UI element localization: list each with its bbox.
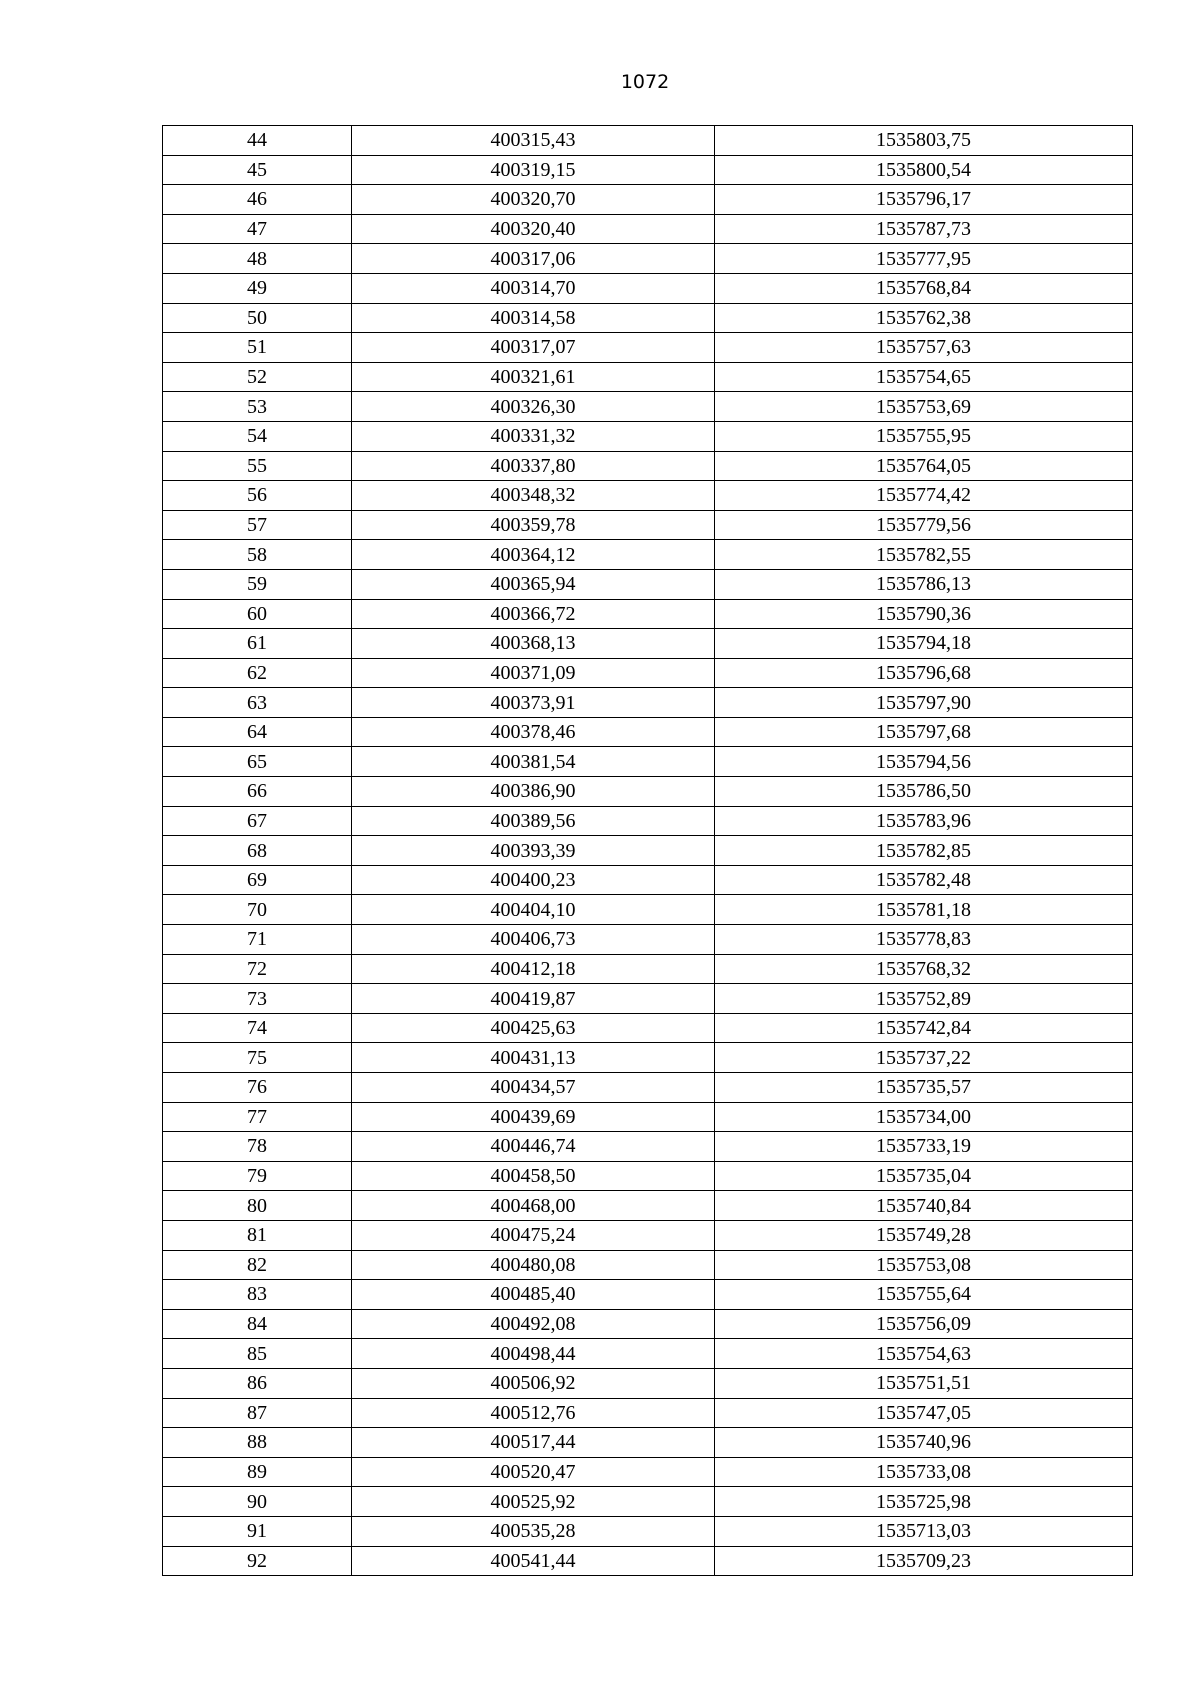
x-coordinate-cell: 400331,32 (352, 421, 715, 451)
point-number-cell: 55 (163, 451, 352, 481)
point-number-cell: 49 (163, 273, 352, 303)
x-coordinate-cell: 400485,40 (352, 1280, 715, 1310)
y-coordinate-cell: 1535740,96 (715, 1428, 1133, 1458)
y-coordinate-cell: 1535733,19 (715, 1132, 1133, 1162)
x-coordinate-cell: 400317,07 (352, 333, 715, 363)
table-row (163, 865, 1133, 895)
point-number-cell: 85 (163, 1339, 352, 1369)
coordinates-table-body (163, 126, 1133, 1576)
point-number-cell: 51 (163, 333, 352, 363)
y-coordinate-cell: 1535764,05 (715, 451, 1133, 481)
table-row (163, 1516, 1133, 1546)
x-coordinate-cell: 400365,94 (352, 569, 715, 599)
point-number-cell: 83 (163, 1280, 352, 1310)
x-coordinate-cell: 400389,56 (352, 806, 715, 836)
point-number-cell: 67 (163, 806, 352, 836)
y-coordinate-cell: 1535794,56 (715, 747, 1133, 777)
table-row (163, 1102, 1133, 1132)
y-coordinate-cell: 1535768,32 (715, 954, 1133, 984)
y-coordinate-cell: 1535725,98 (715, 1487, 1133, 1517)
x-coordinate-cell: 400337,80 (352, 451, 715, 481)
point-number-cell: 84 (163, 1309, 352, 1339)
y-coordinate-cell: 1535709,23 (715, 1546, 1133, 1576)
x-coordinate-cell: 400400,23 (352, 865, 715, 895)
table-row (163, 421, 1133, 451)
table-row (163, 1457, 1133, 1487)
y-coordinate-cell: 1535740,84 (715, 1191, 1133, 1221)
y-coordinate-cell: 1535786,50 (715, 777, 1133, 807)
point-number-cell: 47 (163, 214, 352, 244)
y-coordinate-cell: 1535713,03 (715, 1516, 1133, 1546)
y-coordinate-cell: 1535735,57 (715, 1073, 1133, 1103)
point-number-cell: 86 (163, 1368, 352, 1398)
x-coordinate-cell: 400359,78 (352, 510, 715, 540)
table-row (163, 333, 1133, 363)
table-row (163, 1368, 1133, 1398)
point-number-cell: 91 (163, 1516, 352, 1546)
point-number-cell: 88 (163, 1428, 352, 1458)
page-number: 1072 (620, 71, 670, 93)
y-coordinate-cell: 1535779,56 (715, 510, 1133, 540)
table-row (163, 688, 1133, 718)
x-coordinate-cell: 400512,76 (352, 1398, 715, 1428)
x-coordinate-cell: 400446,74 (352, 1132, 715, 1162)
table-row (163, 954, 1133, 984)
table-row (163, 244, 1133, 274)
table-row (163, 1309, 1133, 1339)
x-coordinate-cell: 400492,08 (352, 1309, 715, 1339)
point-number-cell: 87 (163, 1398, 352, 1428)
point-number-cell: 64 (163, 717, 352, 747)
y-coordinate-cell: 1535755,64 (715, 1280, 1133, 1310)
x-coordinate-cell: 400393,39 (352, 836, 715, 866)
x-coordinate-cell: 400381,54 (352, 747, 715, 777)
point-number-cell: 58 (163, 540, 352, 570)
table-row (163, 1013, 1133, 1043)
x-coordinate-cell: 400520,47 (352, 1457, 715, 1487)
y-coordinate-cell: 1535768,84 (715, 273, 1133, 303)
point-number-cell: 45 (163, 155, 352, 185)
x-coordinate-cell: 400412,18 (352, 954, 715, 984)
coordinates-table (162, 125, 1133, 1576)
point-number-cell: 46 (163, 185, 352, 215)
point-number-cell: 65 (163, 747, 352, 777)
table-row (163, 1250, 1133, 1280)
point-number-cell: 54 (163, 421, 352, 451)
point-number-cell: 68 (163, 836, 352, 866)
y-coordinate-cell: 1535790,36 (715, 599, 1133, 629)
y-coordinate-cell: 1535747,05 (715, 1398, 1133, 1428)
point-number-cell: 53 (163, 392, 352, 422)
table-row (163, 510, 1133, 540)
point-number-cell: 92 (163, 1546, 352, 1576)
point-number-cell: 48 (163, 244, 352, 274)
point-number-cell: 59 (163, 569, 352, 599)
x-coordinate-cell: 400525,92 (352, 1487, 715, 1517)
table-row (163, 273, 1133, 303)
x-coordinate-cell: 400434,57 (352, 1073, 715, 1103)
x-coordinate-cell: 400468,00 (352, 1191, 715, 1221)
x-coordinate-cell: 400431,13 (352, 1043, 715, 1073)
x-coordinate-cell: 400320,40 (352, 214, 715, 244)
y-coordinate-cell: 1535782,55 (715, 540, 1133, 570)
y-coordinate-cell: 1535782,48 (715, 865, 1133, 895)
point-number-cell: 56 (163, 481, 352, 511)
x-coordinate-cell: 400517,44 (352, 1428, 715, 1458)
table-row (163, 362, 1133, 392)
x-coordinate-cell: 400315,43 (352, 126, 715, 156)
table-row (163, 925, 1133, 955)
table-row (163, 747, 1133, 777)
y-coordinate-cell: 1535803,75 (715, 126, 1133, 156)
x-coordinate-cell: 400541,44 (352, 1546, 715, 1576)
y-coordinate-cell: 1535782,85 (715, 836, 1133, 866)
y-coordinate-cell: 1535753,08 (715, 1250, 1133, 1280)
x-coordinate-cell: 400404,10 (352, 895, 715, 925)
x-coordinate-cell: 400317,06 (352, 244, 715, 274)
x-coordinate-cell: 400373,91 (352, 688, 715, 718)
point-number-cell: 44 (163, 126, 352, 156)
table-row (163, 1339, 1133, 1369)
table-row (163, 540, 1133, 570)
point-number-cell: 80 (163, 1191, 352, 1221)
point-number-cell: 63 (163, 688, 352, 718)
table-row (163, 451, 1133, 481)
y-coordinate-cell: 1535751,51 (715, 1368, 1133, 1398)
table-row (163, 155, 1133, 185)
table-row (163, 629, 1133, 659)
x-coordinate-cell: 400475,24 (352, 1220, 715, 1250)
y-coordinate-cell: 1535749,28 (715, 1220, 1133, 1250)
y-coordinate-cell: 1535796,68 (715, 658, 1133, 688)
table-row (163, 777, 1133, 807)
y-coordinate-cell: 1535777,95 (715, 244, 1133, 274)
x-coordinate-cell: 400364,12 (352, 540, 715, 570)
table-row (163, 1546, 1133, 1576)
point-number-cell: 73 (163, 984, 352, 1014)
y-coordinate-cell: 1535781,18 (715, 895, 1133, 925)
y-coordinate-cell: 1535754,65 (715, 362, 1133, 392)
table-row (163, 1220, 1133, 1250)
y-coordinate-cell: 1535786,13 (715, 569, 1133, 599)
x-coordinate-cell: 400348,32 (352, 481, 715, 511)
point-number-cell: 81 (163, 1220, 352, 1250)
x-coordinate-cell: 400371,09 (352, 658, 715, 688)
y-coordinate-cell: 1535757,63 (715, 333, 1133, 363)
x-coordinate-cell: 400535,28 (352, 1516, 715, 1546)
y-coordinate-cell: 1535756,09 (715, 1309, 1133, 1339)
y-coordinate-cell: 1535797,90 (715, 688, 1133, 718)
y-coordinate-cell: 1535778,83 (715, 925, 1133, 955)
table-row (163, 895, 1133, 925)
y-coordinate-cell: 1535735,04 (715, 1161, 1133, 1191)
point-number-cell: 52 (163, 362, 352, 392)
x-coordinate-cell: 400326,30 (352, 392, 715, 422)
y-coordinate-cell: 1535734,00 (715, 1102, 1133, 1132)
x-coordinate-cell: 400425,63 (352, 1013, 715, 1043)
y-coordinate-cell: 1535800,54 (715, 155, 1133, 185)
y-coordinate-cell: 1535783,96 (715, 806, 1133, 836)
point-number-cell: 75 (163, 1043, 352, 1073)
x-coordinate-cell: 400419,87 (352, 984, 715, 1014)
table-row (163, 481, 1133, 511)
x-coordinate-cell: 400314,70 (352, 273, 715, 303)
x-coordinate-cell: 400480,08 (352, 1250, 715, 1280)
y-coordinate-cell: 1535774,42 (715, 481, 1133, 511)
y-coordinate-cell: 1535733,08 (715, 1457, 1133, 1487)
point-number-cell: 57 (163, 510, 352, 540)
x-coordinate-cell: 400366,72 (352, 599, 715, 629)
x-coordinate-cell: 400320,70 (352, 185, 715, 215)
point-number-cell: 89 (163, 1457, 352, 1487)
table-row (163, 392, 1133, 422)
point-number-cell: 62 (163, 658, 352, 688)
x-coordinate-cell: 400406,73 (352, 925, 715, 955)
table-row (163, 303, 1133, 333)
table-row (163, 214, 1133, 244)
point-number-cell: 78 (163, 1132, 352, 1162)
point-number-cell: 77 (163, 1102, 352, 1132)
point-number-cell: 71 (163, 925, 352, 955)
x-coordinate-cell: 400378,46 (352, 717, 715, 747)
x-coordinate-cell: 400386,90 (352, 777, 715, 807)
table-row (163, 984, 1133, 1014)
x-coordinate-cell: 400321,61 (352, 362, 715, 392)
table-row (163, 599, 1133, 629)
point-number-cell: 66 (163, 777, 352, 807)
y-coordinate-cell: 1535797,68 (715, 717, 1133, 747)
point-number-cell: 82 (163, 1250, 352, 1280)
point-number-cell: 90 (163, 1487, 352, 1517)
point-number-cell: 79 (163, 1161, 352, 1191)
x-coordinate-cell: 400498,44 (352, 1339, 715, 1369)
table-row (163, 185, 1133, 215)
table-row (163, 569, 1133, 599)
point-number-cell: 72 (163, 954, 352, 984)
table-row (163, 717, 1133, 747)
table-row (163, 806, 1133, 836)
table-row (163, 1487, 1133, 1517)
table-row (163, 1132, 1133, 1162)
point-number-cell: 70 (163, 895, 352, 925)
table-row (163, 126, 1133, 156)
y-coordinate-cell: 1535794,18 (715, 629, 1133, 659)
point-number-cell: 61 (163, 629, 352, 659)
y-coordinate-cell: 1535754,63 (715, 1339, 1133, 1369)
table-row (163, 658, 1133, 688)
x-coordinate-cell: 400506,92 (352, 1368, 715, 1398)
x-coordinate-cell: 400319,15 (352, 155, 715, 185)
y-coordinate-cell: 1535742,84 (715, 1013, 1133, 1043)
y-coordinate-cell: 1535755,95 (715, 421, 1133, 451)
table-row (163, 1073, 1133, 1103)
y-coordinate-cell: 1535762,38 (715, 303, 1133, 333)
y-coordinate-cell: 1535737,22 (715, 1043, 1133, 1073)
point-number-cell: 50 (163, 303, 352, 333)
table-row (163, 1428, 1133, 1458)
x-coordinate-cell: 400458,50 (352, 1161, 715, 1191)
y-coordinate-cell: 1535787,73 (715, 214, 1133, 244)
point-number-cell: 60 (163, 599, 352, 629)
x-coordinate-cell: 400439,69 (352, 1102, 715, 1132)
point-number-cell: 69 (163, 865, 352, 895)
y-coordinate-cell: 1535796,17 (715, 185, 1133, 215)
table-row (163, 1161, 1133, 1191)
x-coordinate-cell: 400368,13 (352, 629, 715, 659)
y-coordinate-cell: 1535753,69 (715, 392, 1133, 422)
table-row (163, 836, 1133, 866)
point-number-cell: 76 (163, 1073, 352, 1103)
table-row (163, 1280, 1133, 1310)
table-row (163, 1398, 1133, 1428)
y-coordinate-cell: 1535752,89 (715, 984, 1133, 1014)
x-coordinate-cell: 400314,58 (352, 303, 715, 333)
table-row (163, 1043, 1133, 1073)
point-number-cell: 74 (163, 1013, 352, 1043)
table-row (163, 1191, 1133, 1221)
